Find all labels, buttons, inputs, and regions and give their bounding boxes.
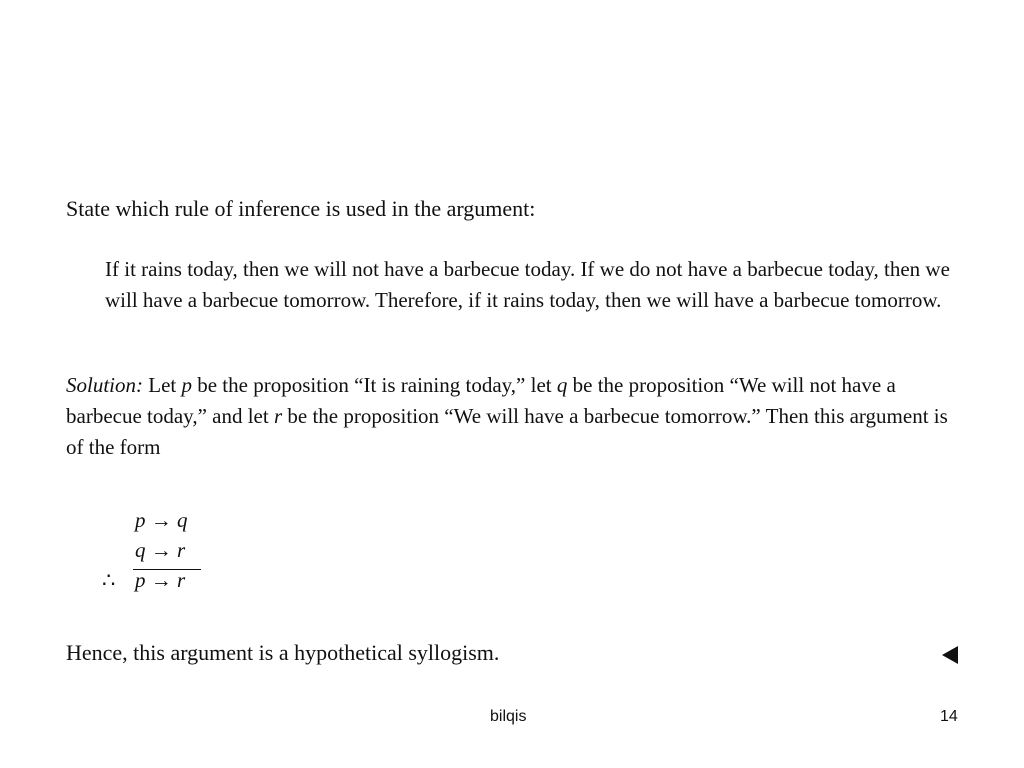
variable-q: q — [556, 373, 568, 397]
argument-text: If it rains today, then we will not have a barbecue today. If we do not have a barbecue today, then we will have a barbecue tomorrow. Therefore, if it rains today, then we will have a barbecue tomorrow. — [105, 257, 950, 312]
footer-author: bilqis — [490, 708, 527, 725]
end-of-solution-icon — [942, 646, 958, 664]
question-prompt: State which rule of inference is used in the argument: — [66, 196, 536, 221]
solution-text-3: be the proposition “We will not have a barbecue today,” and let — [66, 373, 896, 428]
variable-r: r — [273, 404, 283, 428]
solution-text-4: be the proposition “We will have a barbecue tomorrow.” Then this argument is of the form — [66, 404, 948, 459]
solution-text-1: Let — [143, 373, 182, 397]
solution-text-2: be the proposition “It is raining today,” let — [191, 373, 557, 397]
variable-p: p — [181, 373, 192, 397]
page-number: 14 — [940, 708, 958, 725]
solution-paragraph — [66, 370, 966, 463]
conclusion: p → r — [135, 568, 186, 592]
premise-2: q → r — [135, 538, 186, 562]
therefore-symbol: ∴ — [102, 568, 116, 592]
conclusion-statement: Hence, this argument is a hypothetical syllogism. — [66, 640, 500, 665]
premise-1: p → q — [135, 508, 188, 532]
solution-label: Solution: — [66, 373, 143, 397]
